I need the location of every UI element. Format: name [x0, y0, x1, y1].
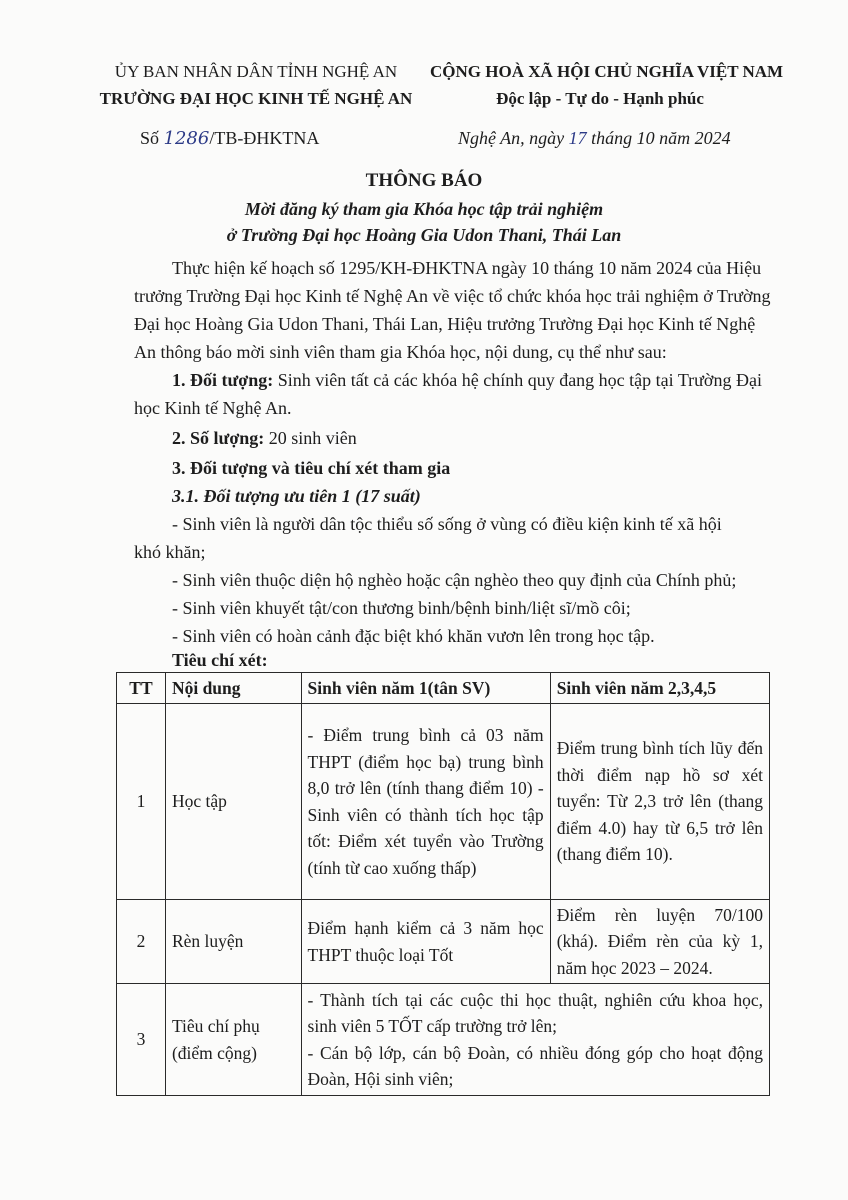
intro-line: Đại học Hoàng Gia Udon Thani, Thái Lan, Hiệu trưởng Trường Đại học Kinh tế Nghệ	[134, 314, 756, 334]
handwritten-number: 1286	[163, 128, 210, 149]
criteria-table	[116, 672, 770, 1096]
column-header: Nội dung	[165, 673, 301, 704]
section-3-1-heading: 3.1. Đối tượng ưu tiên 1 (17 suất)	[172, 486, 421, 506]
table-row	[117, 984, 770, 1096]
criteria-label: Tiêu chí xét:	[172, 650, 268, 670]
column-header: Sinh viên năm 1(tân SV)	[301, 673, 550, 704]
section-3-heading: 3. Đối tượng và tiêu chí xét tham gia	[172, 458, 451, 478]
table-header-row	[117, 673, 770, 704]
list-item: khó khăn;	[134, 542, 206, 562]
national-title: CỘNG HOÀ XÃ HỘI CHỦ NGHĨA VIỆT NAM	[430, 62, 784, 81]
table-cell: Rèn luyện	[165, 900, 301, 984]
intro-line: Thực hiện kế hoạch số 1295/KH-ĐHKTNA ngày 10 tháng 10 năm 2024 của Hiệu	[172, 258, 762, 278]
list-item: - Sinh viên là người dân tộc thiểu số sống ở vùng có điều kiện kinh tế xã hội	[172, 514, 722, 534]
issuer-parent-name: ỦY BAN NHÂN DÂN TỈNH NGHỆ AN	[114, 62, 398, 81]
section-1: 1. Đối tượng: Sinh viên tất cả các khóa hệ chính quy đang học tập tại Trường Đại	[172, 370, 762, 390]
document-date: Nghệ An, ngày 17 tháng 10 năm 2024	[458, 128, 731, 148]
merged-cell-line: - Thành tích tại các cuộc thi học thuật, nghiên cứu khoa học, sinh viên 5 TỐT cấp trường trở lên;	[307, 989, 763, 1036]
intro-line: An thông báo mời sinh viên tham gia Khóa học, nội dung, cụ thể như sau:	[134, 342, 667, 362]
handwritten-day: 17	[568, 128, 587, 148]
column-header: TT	[117, 673, 166, 704]
list-item: - Sinh viên có hoàn cảnh đặc biệt khó khăn vươn lên trong học tập.	[172, 626, 655, 646]
list-item: - Sinh viên thuộc diện hộ nghèo hoặc cận nghèo theo quy định của Chính phủ;	[172, 570, 737, 590]
table-cell: 2	[117, 900, 166, 984]
table-cell: Tiêu chí phụ (điểm cộng)	[165, 984, 301, 1096]
table-cell: Điểm rèn luyện 70/100 (khá). Điểm rèn của kỳ 1, năm học 2023 – 2024.	[550, 900, 769, 984]
merged-cell-line: - Cán bộ lớp, cán bộ Đoàn, có nhiều đóng góp cho hoạt động Đoàn, Hội sinh viên;	[307, 1042, 763, 1089]
section-2-label: 2. Số lượng:	[172, 428, 265, 448]
table-cell: Điểm hạnh kiểm cả 3 năm học THPT thuộc loại Tốt	[301, 900, 550, 984]
section-1-continuation: học Kinh tế Nghệ An.	[134, 398, 292, 418]
section-1-label: 1. Đối tượng:	[172, 370, 274, 390]
document-number: Số 1286/TB-ĐHKTNA	[140, 128, 320, 149]
national-motto: Độc lập - Tự do - Hạnh phúc	[496, 89, 704, 108]
document-title: THÔNG BÁO	[365, 170, 483, 191]
document-subtitle-line2: ở Trường Đại học Hoàng Gia Udon Thani, Thái Lan	[226, 225, 622, 245]
column-header: Sinh viên năm 2,3,4,5	[550, 673, 769, 704]
table-cell: 3	[117, 984, 166, 1096]
table-merged-cell	[301, 984, 769, 1096]
table-cell: 1	[117, 704, 166, 900]
table-row	[117, 900, 770, 984]
table-cell: Học tập	[165, 704, 301, 900]
intro-line: trưởng Trường Đại học Kinh tế Nghệ An về việc tổ chức khóa học trải nghiệm ở Trường	[134, 286, 771, 306]
issuer-header	[96, 58, 416, 112]
table-cell: Điểm trung bình tích lũy đến thời điểm nạp hồ sơ xét tuyển: Từ 2,3 trở lên (thang điểm 4.0) hay từ 6,5 trở lên (thang điểm 10).	[550, 704, 769, 900]
list-item: - Sinh viên khuyết tật/con thương binh/bệnh binh/liệt sĩ/mồ côi;	[172, 598, 631, 618]
document-subtitle-line1: Mời đăng ký tham gia Khóa học tập trải nghiệm	[244, 199, 604, 219]
section-2: 2. Số lượng: 20 sinh viên	[172, 428, 357, 448]
national-header	[430, 58, 784, 112]
table-row	[117, 704, 770, 900]
issuer-name: TRƯỜNG ĐẠI HỌC KINH TẾ NGHỆ AN	[99, 89, 413, 108]
table-cell: - Điểm trung bình cả 03 năm THPT (điểm học bạ) trung bình 8,0 trở lên (tính thang điểm 10) - Sinh viên có thành tích học tập tốt: Điểm xét tuyển vào Trường (tính từ cao xuống thấp)	[301, 704, 550, 900]
